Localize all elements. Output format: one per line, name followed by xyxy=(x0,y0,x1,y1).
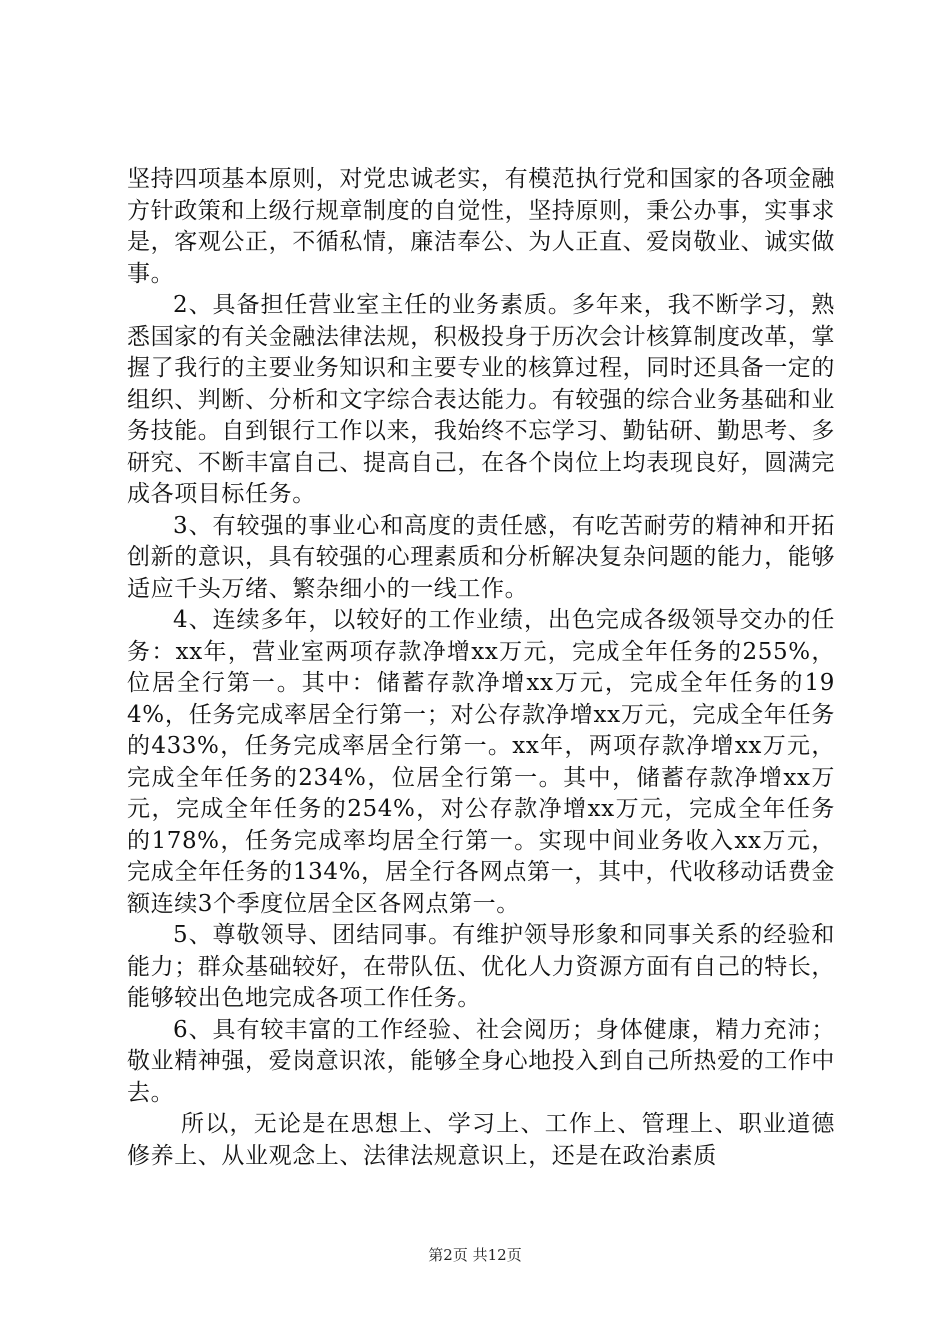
paragraph-item-5: 5、尊敬领导、团结同事。有维护领导形象和同事关系的经验和能力；群众基础较好，在带队伍、优化人力资源方面有自己的特长，能够较出色地完成各项工作任务。 xyxy=(127,922,835,1011)
paragraph-principles: 坚持四项基本原则，对党忠诚老实，有模范执行党和国家的各项金融方针政策和上级行规章制度的自觉性，坚持原则，秉公办事，实事求是，客观公正，不循私情，廉洁奉公、为人正直、爱岗敬业、诚实做事。 xyxy=(127,166,835,287)
paragraph-conclusion: 所以，无论是在思想上、学习上、工作上、管理上、职业道德修养上、从业观念上、法律法规意识上，还是在政治素质 xyxy=(127,1111,835,1169)
paragraph-item-6: 6、具有较丰富的工作经验、社会阅历；身体健康，精力充沛；敬业精神强，爱岗意识浓，能够全身心地投入到自己所热爱的工作中去。 xyxy=(127,1016,835,1106)
document-body xyxy=(127,164,835,1172)
page-footer: 第2页 共12页 xyxy=(428,1246,522,1264)
paragraph-item-3: 3、有较强的事业心和高度的责任感，有吃苦耐劳的精神和开拓创新的意识，具有较强的心理素质和分析解决复杂问题的能力，能够适应千头万绪、繁杂细小的一线工作。 xyxy=(127,512,835,602)
paragraph-item-4: 4、连续多年，以较好的工作业绩，出色完成各级领导交办的任务：xx年，营业室两项存款净增xx万元，完成全年任务的255%，位居全行第一。其中：储蓄存款净增xx万元，完成全年任务的194%，任务完成率居全行第一；对公存款净增xx万元，完成全年任务的433%，任务完成率居全行第一。xx年，两项存款净增xx万元，完成全年任务的234%，位居全行第一。其中，储蓄存款净增xx万元，完成全年任务的254%，对公存款净增xx万元，完成全年任务的178%，任务完成率均居全行第一。实现中间业务收入xx万元，完成全年任务的134%，居全行各网点第一，其中，代收移动话费金额连续3个季度位居全区各网点第一。 xyxy=(127,607,835,917)
paragraph-item-2: 2、具备担任营业室主任的业务素质。多年来，我不断学习，熟悉国家的有关金融法律法规，积极投身于历次会计核算制度改革，掌握了我行的主要业务知识和主要专业的核算过程，同时还具备一定的组织、判断、分析和文字综合表达能力。有较强的综合业务基础和业务技能。自到银行工作以来，我始终不忘学习、勤钻研、勤思考、多研究、不断丰富自己、提高自己，在各个岗位上均表现良好，圆满完成各项目标任务。 xyxy=(127,292,835,507)
